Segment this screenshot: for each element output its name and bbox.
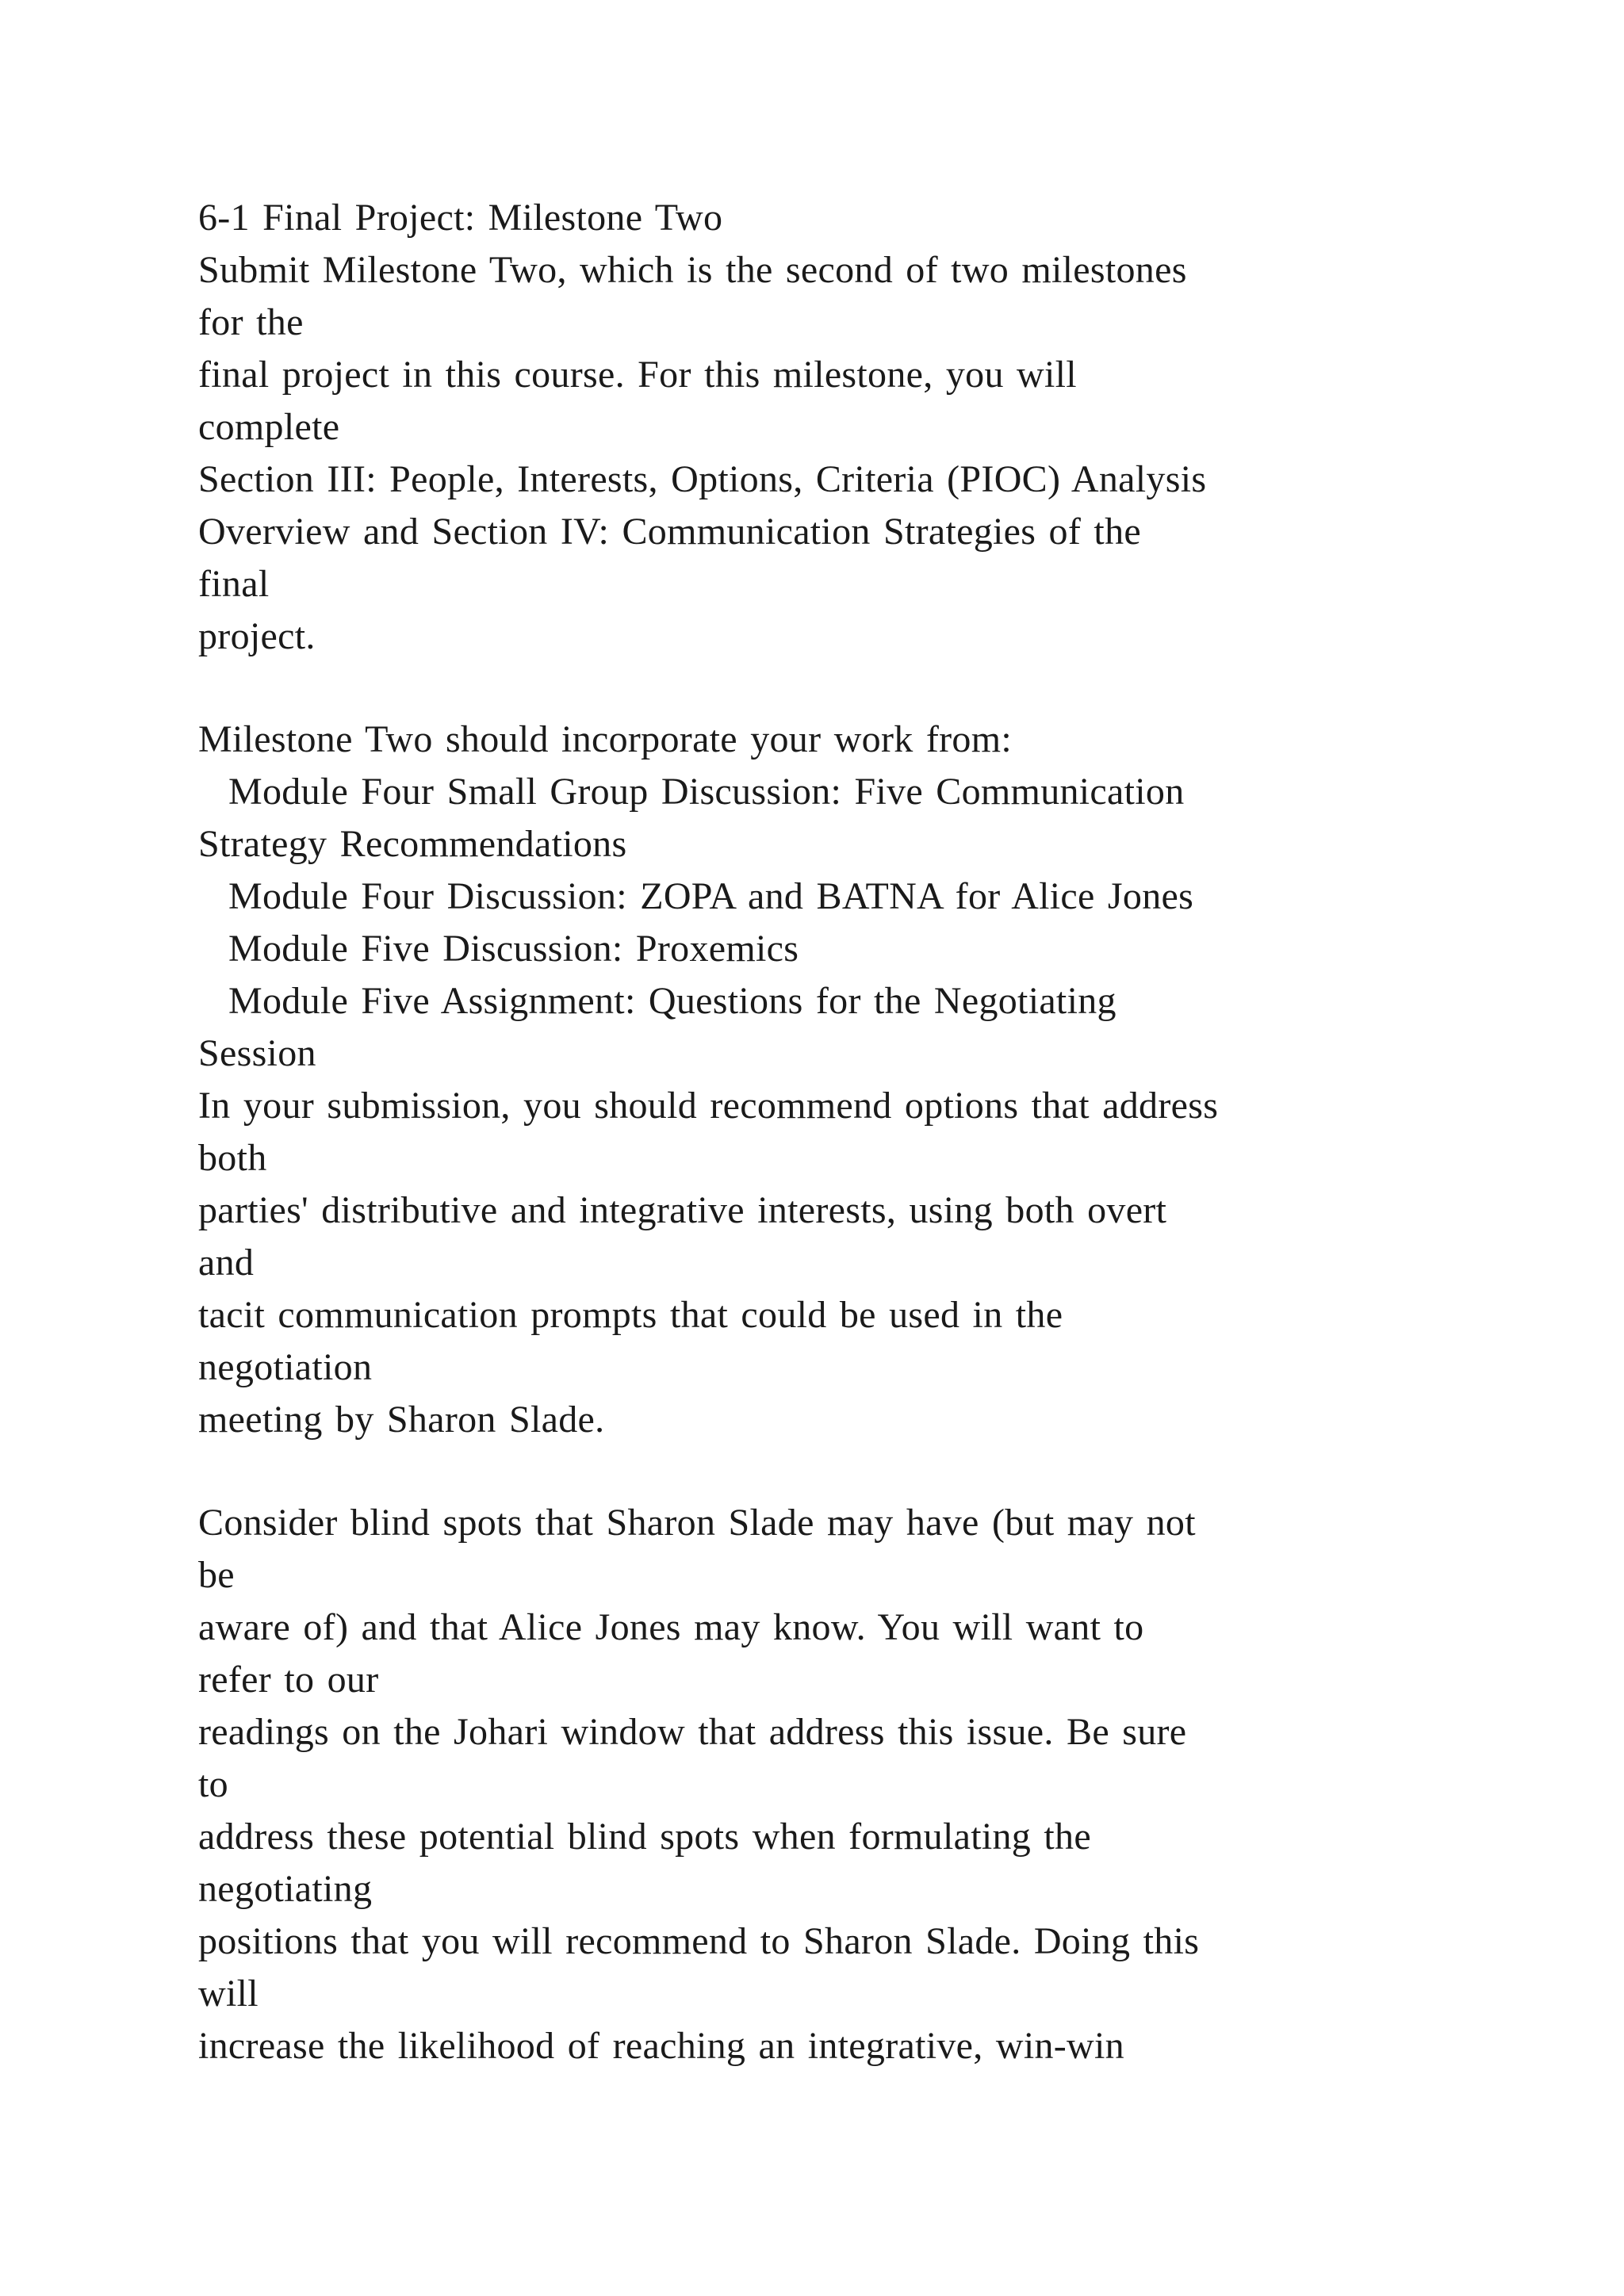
bullet-item	[198, 871, 1435, 923]
bullet-text: Module Four Discussion: ZOPA and BATNA for Alice Jones	[228, 875, 1194, 917]
blindspot-line: will	[198, 1973, 259, 2015]
document-title: 6-1 Final Project: Milestone Two	[198, 197, 723, 239]
intro-line: Submit Milestone Two, which is the second of two milestones	[198, 249, 1187, 291]
incorporate-heading: Milestone Two should incorporate your work from:	[198, 718, 1012, 760]
submission-line: tacit communication prompts that could be used in the	[198, 1294, 1063, 1336]
bullet-text: Module Five Assignment: Questions for the Negotiating	[228, 980, 1116, 1022]
blindspot-paragraph	[198, 1497, 1435, 2072]
intro-paragraph	[198, 244, 1435, 663]
blindspot-line: aware of) and that Alice Jones may know. You will want to	[198, 1606, 1144, 1648]
blindspot-line: positions that you will recommend to Sharon Slade. Doing this	[198, 1920, 1200, 1962]
submission-line: In your submission, you should recommend options that address	[198, 1085, 1219, 1127]
blindspot-line: address these potential blind spots when formulating the	[198, 1816, 1091, 1858]
blindspot-line: increase the likelihood of reaching an integrative, win-win	[198, 2025, 1124, 2067]
intro-line: final project in this course. For this milestone, you will	[198, 354, 1077, 396]
bullet-text: Module Five Discussion: Proxemics	[228, 928, 799, 970]
bullet-text: Module Four Small Group Discussion: Five Communication	[228, 771, 1185, 813]
paragraph-gap	[198, 1446, 1435, 1497]
submission-line: meeting by Sharon Slade.	[198, 1399, 605, 1441]
bullet-text: Strategy Recommendations	[198, 823, 627, 865]
bullet-item	[198, 766, 1435, 871]
bullet-text: Session	[198, 1032, 316, 1074]
bullet-list	[198, 766, 1435, 1080]
blindspot-line: negotiating	[198, 1868, 373, 1910]
submission-line: parties' distributive and integrative interests, using both overt	[198, 1189, 1167, 1231]
intro-line: Section III: People, Interests, Options, Criteria (PIOC) Analysis	[198, 458, 1207, 500]
intro-line: complete	[198, 406, 340, 448]
intro-line: final	[198, 563, 270, 605]
paragraph-gap	[198, 663, 1435, 714]
blindspot-line: to	[198, 1763, 228, 1805]
bullet-item	[198, 975, 1435, 1080]
blindspot-line: readings on the Johari window that address this issue. Be sure	[198, 1711, 1187, 1753]
intro-line: project.	[198, 615, 316, 657]
intro-line: Overview and Section IV: Communication Strategies of the	[198, 511, 1141, 553]
submission-line: negotiation	[198, 1346, 373, 1388]
submission-paragraph	[198, 1080, 1435, 1446]
submission-line: both	[198, 1137, 267, 1179]
bullet-item	[198, 923, 1435, 975]
blindspot-line: Consider blind spots that Sharon Slade may have (but may not	[198, 1502, 1196, 1544]
submission-line: and	[198, 1242, 255, 1284]
intro-line: for the	[198, 301, 304, 343]
blindspot-line: be	[198, 1554, 235, 1596]
document-page	[198, 192, 1435, 2072]
blindspot-line: refer to our	[198, 1659, 379, 1701]
